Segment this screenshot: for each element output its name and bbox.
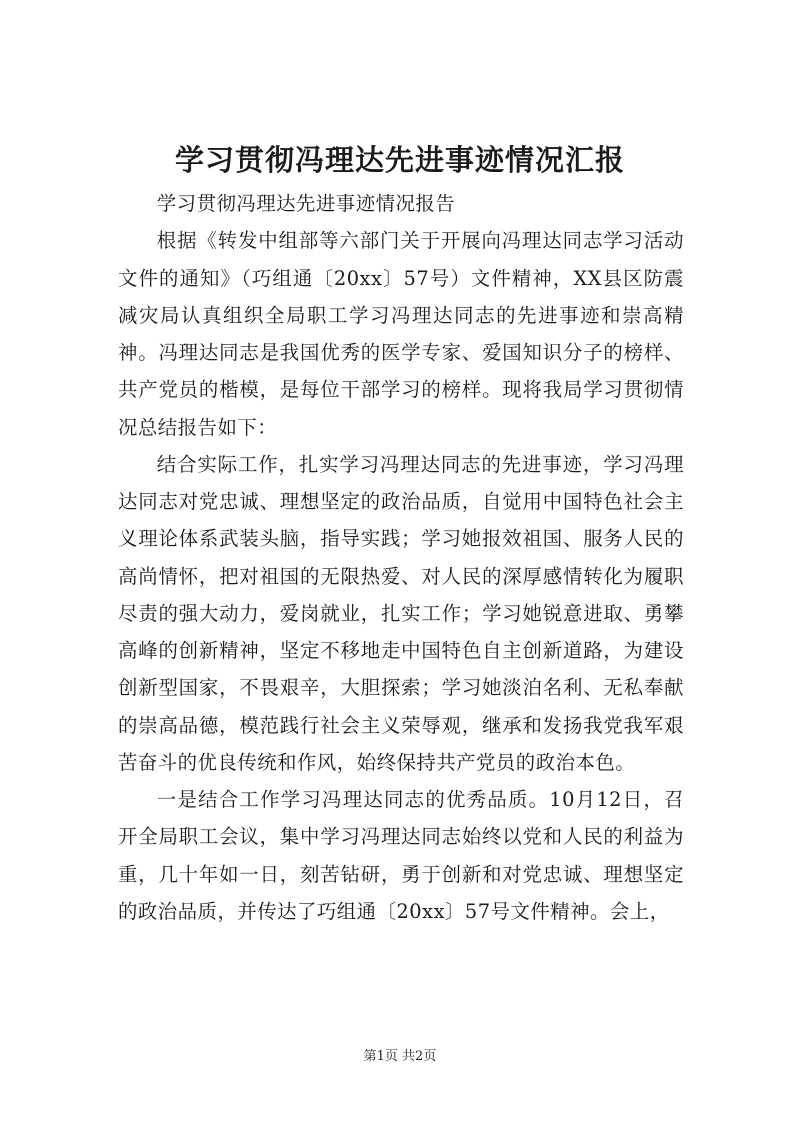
study-content-paragraph: 结合实际工作，扎实学习冯理达同志的先进事迹，学习冯理达同志对党忠诚、理想坚定的政治品质，自觉用中国特色社会主义理论体系武装头脑，指导实践；学习她报效祖国、服务人民的高尚情怀，把对祖国的无限热爱、对人民的深厚感情转化为履职尽责的强大动力，爱岗就业，扎实工作；学习她锐意进取、勇攀高峰的创新精神，坚定不移地走中国特色自主创新道路，为建设创新型国家，不畏艰辛，大胆探索；学习她淡泊名利、无私奉献的崇高品德，模范践行社会主义荣辱观，继承和发扬我党我军艰苦奋斗的优良传统和作风，始终保持共产党员的政治本色。: [118, 452, 684, 774]
intro-paragraph: 根据《转发中组部等六部门关于开展向冯理达同志学习活动文件的通知》（巧组通〔20xx〕57号）文件精神，XX县区防震减灾局认真组织全局职工学习冯理达同志的先进事迹和崇高精神。冯理达同志是我国优秀的医学专家、爱国知识分子的榜样、共产党员的楷模，是每位干部学习的榜样。现将我局学习贯彻情况总结报告如下：: [118, 229, 684, 439]
page-number-footer: 第1页 共2页: [363, 1049, 437, 1064]
document-body: [118, 185, 684, 930]
first-measure-paragraph: 一是结合工作学习冯理达同志的优秀品质。10月12日，召开全局职工会议，集中学习冯理达同志始终以党和人民的利益为重，几十年如一日，刻苦钻研，勇于创新和对党忠诚、理想坚定的政治品质，并传达了巧组通〔20xx〕57号文件精神。会上，: [118, 788, 684, 923]
document-title: 学习贯彻冯理达先进事迹情况汇报: [174, 143, 625, 177]
subtitle-paragraph: 学习贯彻冯理达先进事迹情况报告: [156, 192, 456, 215]
